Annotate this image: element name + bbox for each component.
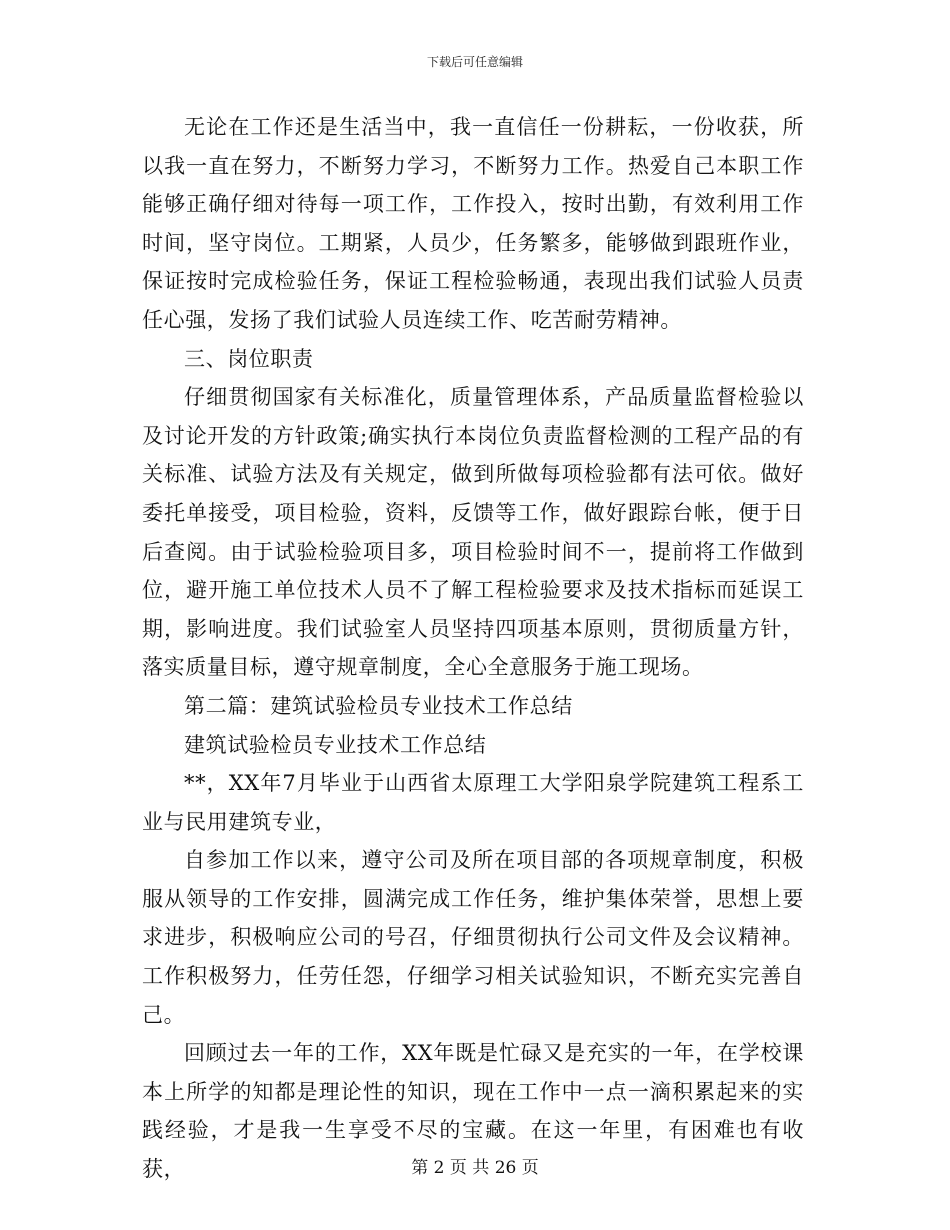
paragraph-since-joining: 自参加工作以来，遵守公司及所在项目部的各项规章制度，积极服从领导的工作安排，圆满完成工作任务，维护集体荣誉，思想上要求进步，积极响应公司的号召，仔细贯彻执行公司文件及会议精神。工作积极努力，任劳任怨，仔细学习相关试验知识，不断充实完善自己。 xyxy=(142,848,804,1027)
paragraph-work-attitude: 无论在工作还是生活当中，我一直信任一份耕耘，一份收获，所以我一直在努力，不断努力学习，不断努力工作。热爱自己本职工作能够正确仔细对待每一项工作，工作投入，按时出勤，有效利用工作时间，坚守岗位。工期紧，人员少，任务繁多，能够做到跟班作业，保证按时完成检验任务，保证工程检验畅通，表现出我们试验人员责任心强，发扬了我们试验人员连续工作、吃苦耐劳精神。 xyxy=(142,115,804,332)
footer-total-pages: 26 xyxy=(494,1158,517,1178)
paragraph-education: **，XX年7月毕业于山西省太原理工大学阳泉学院建筑工程系工业与民用建筑专业， xyxy=(142,771,804,834)
section-heading-job-duties: 三、岗位职责 xyxy=(184,346,314,371)
footer-suffix: 页 xyxy=(521,1158,539,1178)
paragraph-year-review: 回顾过去一年的工作，XX年既是忙碌又是充实的一年，在学校课本上所学的知都是理论性的知识，现在工作中一点一滴积累起来的实践经验，才是我一生享受不尽的宝藏。在这一年里，有困难也有收获， xyxy=(142,1041,804,1182)
paragraph-job-duties: 仔细贯彻国家有关标准化，质量管理体系，产品质量监督检验以及讨论开发的方针政策;确实执行本岗位负责监督检测的工程产品的有关标准、试验方法及有关规定，做到所做每项检验都有法可依。做好委托单接受，项目检验，资料，反馈等工作，做好跟踪台帐，便于日后查阅。由于试验检验项目多，项目检验时间不一，提前将工作做到位，避开施工单位技术人员不了解工程检验要求及技术指标而延误工期，影响进度。我们试验室人员坚持四项基本原则，贯彻质量方针，落实质量目标，遵守规章制度，全心全意服务于施工现场。 xyxy=(142,385,804,680)
chapter-subtitle: 建筑试验检员专业技术工作总结 xyxy=(184,732,487,757)
chapter-title-part-two: 第二篇：建筑试验检员专业技术工作总结 xyxy=(184,693,573,718)
footer-mid: 页 共 xyxy=(449,1158,490,1178)
page-header-note: 下载后可任意编辑 xyxy=(426,55,523,69)
footer-current-page: 2 xyxy=(433,1158,445,1178)
document-body xyxy=(142,108,804,1189)
page-footer xyxy=(0,1157,950,1179)
footer-prefix: 第 xyxy=(411,1158,429,1178)
